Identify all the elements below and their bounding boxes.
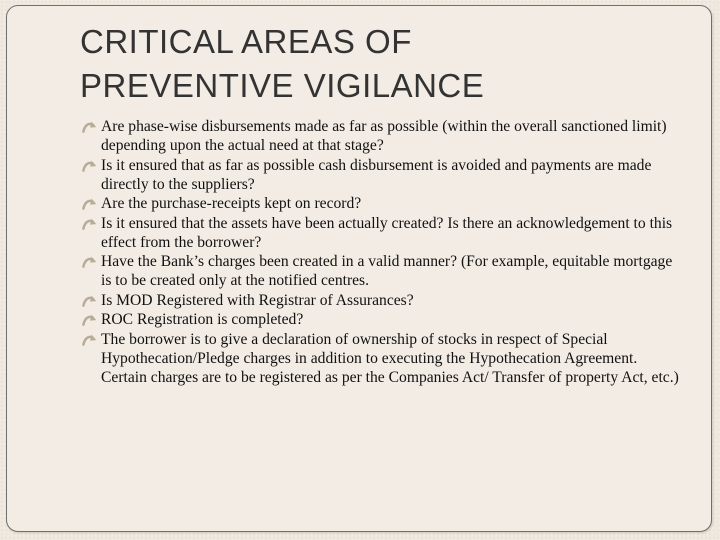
bullet-text: Is it ensured that as far as possible cash disbursement is avoided and payments are made directly to the suppliers? (101, 156, 652, 193)
bullet-text: Are phase-wise disbursements made as far as possible (within the overall sanctioned limit) depending upon the actual need at that stage? (101, 118, 667, 154)
slide-title (80, 20, 680, 108)
bullet-text: Is it ensured that the assets have been actually created? Is there an acknowledgement to this effect from the borrower? (101, 214, 673, 251)
curved-arrow-bullet-icon (82, 312, 97, 327)
bullet-item (82, 291, 682, 310)
curved-arrow-bullet-icon (82, 254, 97, 269)
bullet-item (82, 214, 682, 252)
bullet-list (82, 117, 682, 387)
title-line-2: PREVENTIVE VIGILANCE (80, 67, 485, 104)
bullet-text: Have the Bank’s charges been created in a valid manner? (For example, equitable mortgage is to be created only at the notified centres. (101, 253, 673, 289)
curved-arrow-bullet-icon (82, 119, 97, 134)
bullet-item (82, 194, 682, 213)
bullet-text: Are the purchase-receipts kept on record? (101, 195, 362, 212)
bullet-text: Is MOD Registered with Registrar of Assurances? (101, 291, 414, 309)
bullet-item (82, 117, 682, 155)
bullet-item (82, 252, 682, 290)
bullet-item (82, 310, 682, 329)
bullet-item (82, 330, 682, 387)
curved-arrow-bullet-icon (82, 216, 97, 231)
bullet-text: ROC Registration is completed? (101, 311, 304, 328)
bullet-item (82, 156, 682, 194)
curved-arrow-bullet-icon (82, 293, 97, 308)
title-line-1: CRITICAL AREAS OF (80, 23, 412, 60)
curved-arrow-bullet-icon (82, 196, 97, 211)
curved-arrow-bullet-icon (82, 332, 97, 347)
curved-arrow-bullet-icon (82, 158, 97, 173)
bullet-text: The borrower is to give a declaration of ownership of stocks in respect of Special Hypothecation/Pledge charges in addition to executing the Hypothecation Agreement. Certain charges are to be registered as per the Companies Act/ Transfer of property Act, etc.) (101, 330, 679, 386)
